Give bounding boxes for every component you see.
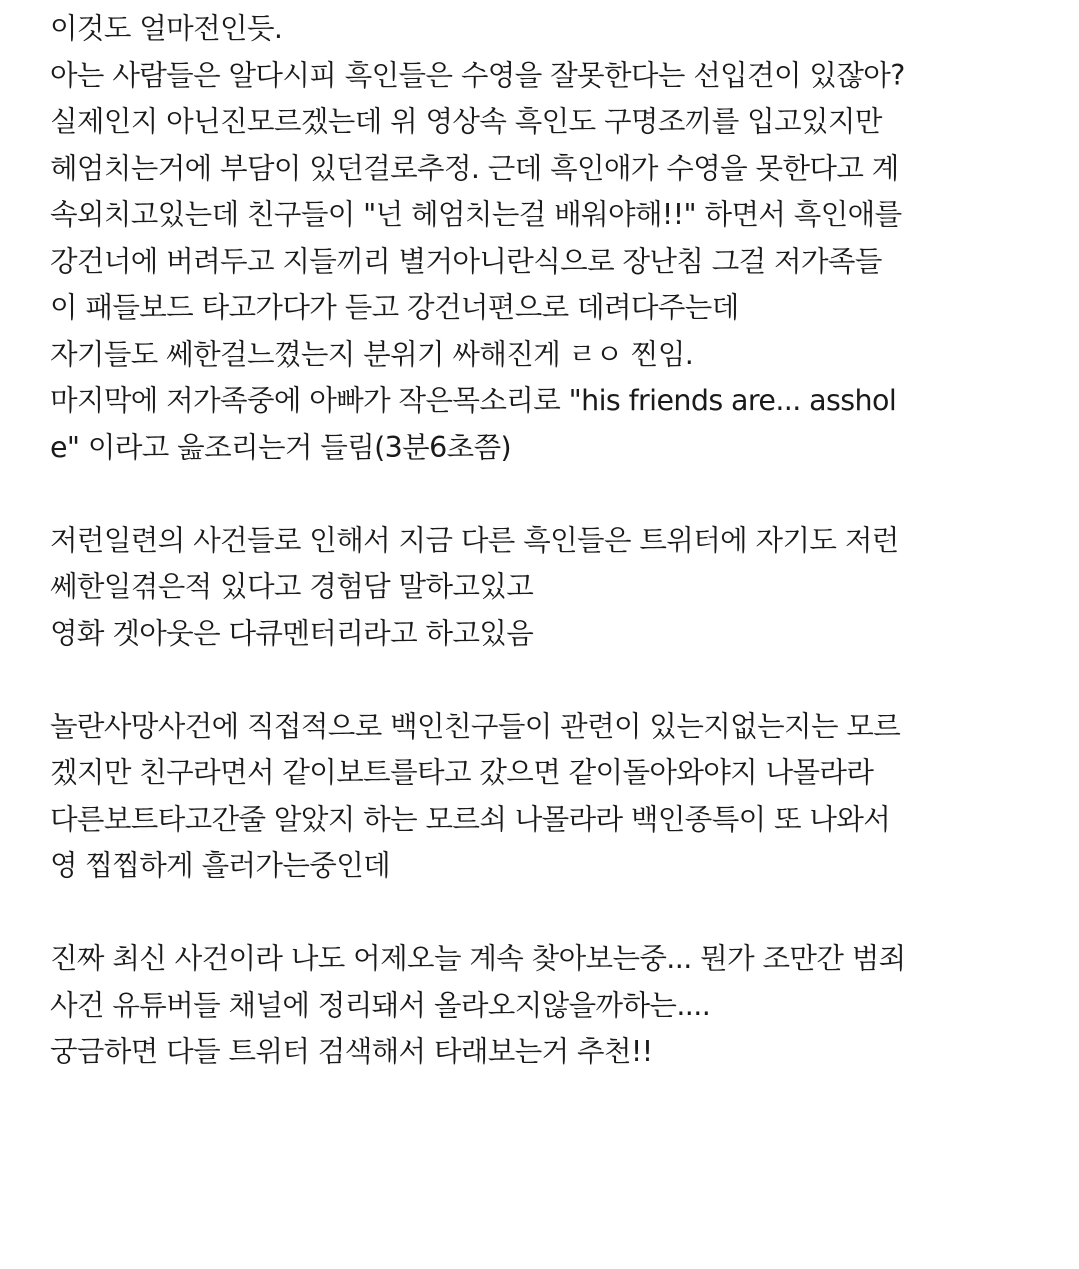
text-line: 영 찝찝하게 흘러가는중인데 xyxy=(50,849,391,882)
text-line: 사건 유튜버들 채널에 정리돼서 올라오지않을까하는.... xyxy=(50,988,711,1022)
text-line: 이 패들보드 타고가다가 듣고 강건너편으로 데려다주는데 xyxy=(50,291,739,324)
text-line: 놀란사망사건에 직접적으로 백인친구들이 관련이 있는지없는지는 모르 xyxy=(50,709,901,743)
text-line: 영화 겟아웃은 다큐멘터리라고 하고있음 xyxy=(50,616,534,650)
paragraph-incident xyxy=(50,704,1060,890)
paragraph-closing xyxy=(50,936,1060,1076)
text-line: 다른보트타고간줄 알았지 하는 모르쇠 나몰라라 백인종특이 또 나와서 xyxy=(50,802,891,836)
text-line: 실제인지 아닌진모르겠는데 위 영상속 흑인도 구명조끼를 입고있지만 xyxy=(50,105,882,138)
text-line: 속외치고있는데 친구들이 "넌 헤엄치는걸 배워야해!!" 하면서 흑인애를 xyxy=(50,198,902,231)
text-line: 겠지만 친구라면서 같이보트를타고 갔으면 같이돌아와야지 나몰라라 xyxy=(50,756,874,789)
paragraph-spacer xyxy=(50,890,1060,937)
text-line: 이것도 얼마전인듯. xyxy=(50,12,283,45)
text-line: 마지막에 저가족중에 아빠가 작은목소리로 "his friends are... asshol xyxy=(50,384,897,417)
text-line: 궁금하면 다들 트위터 검색해서 타래보는거 추천!! xyxy=(50,1035,653,1068)
paragraph-spacer xyxy=(50,657,1060,704)
paragraph-intro xyxy=(50,6,1060,471)
text-line: 아는 사람들은 알다시피 흑인들은 수영을 잘못한다는 선입견이 있잖아? xyxy=(50,58,905,92)
text-line: 저런일련의 사건들로 인해서 지금 다른 흑인들은 트위터에 자기도 저런 xyxy=(50,523,899,557)
paragraph-spacer xyxy=(50,471,1060,518)
text-line: 헤엄치는거에 부담이 있던걸로추정. 근데 흑인애가 수영을 못한다고 계 xyxy=(50,151,899,185)
post-body xyxy=(50,6,1060,1076)
text-line: 강건너에 버려두고 지들끼리 별거아니란식으로 장난침 그걸 저가족들 xyxy=(50,244,882,278)
text-line: 진짜 최신 사건이라 나도 어제오늘 계속 찾아보는중... 뭔가 조만간 범죄 xyxy=(50,942,906,975)
text-line: 쎄한일겪은적 있다고 경험담 말하고있고 xyxy=(50,570,534,603)
text-line: e" 이라고 읊조리는거 들림(3분6초쯤) xyxy=(50,430,512,464)
paragraph-reactions xyxy=(50,518,1060,658)
text-line: 자기들도 쎄한걸느꼈는지 분위기 싸해진게 ㄹㅇ 찐임. xyxy=(50,337,694,371)
